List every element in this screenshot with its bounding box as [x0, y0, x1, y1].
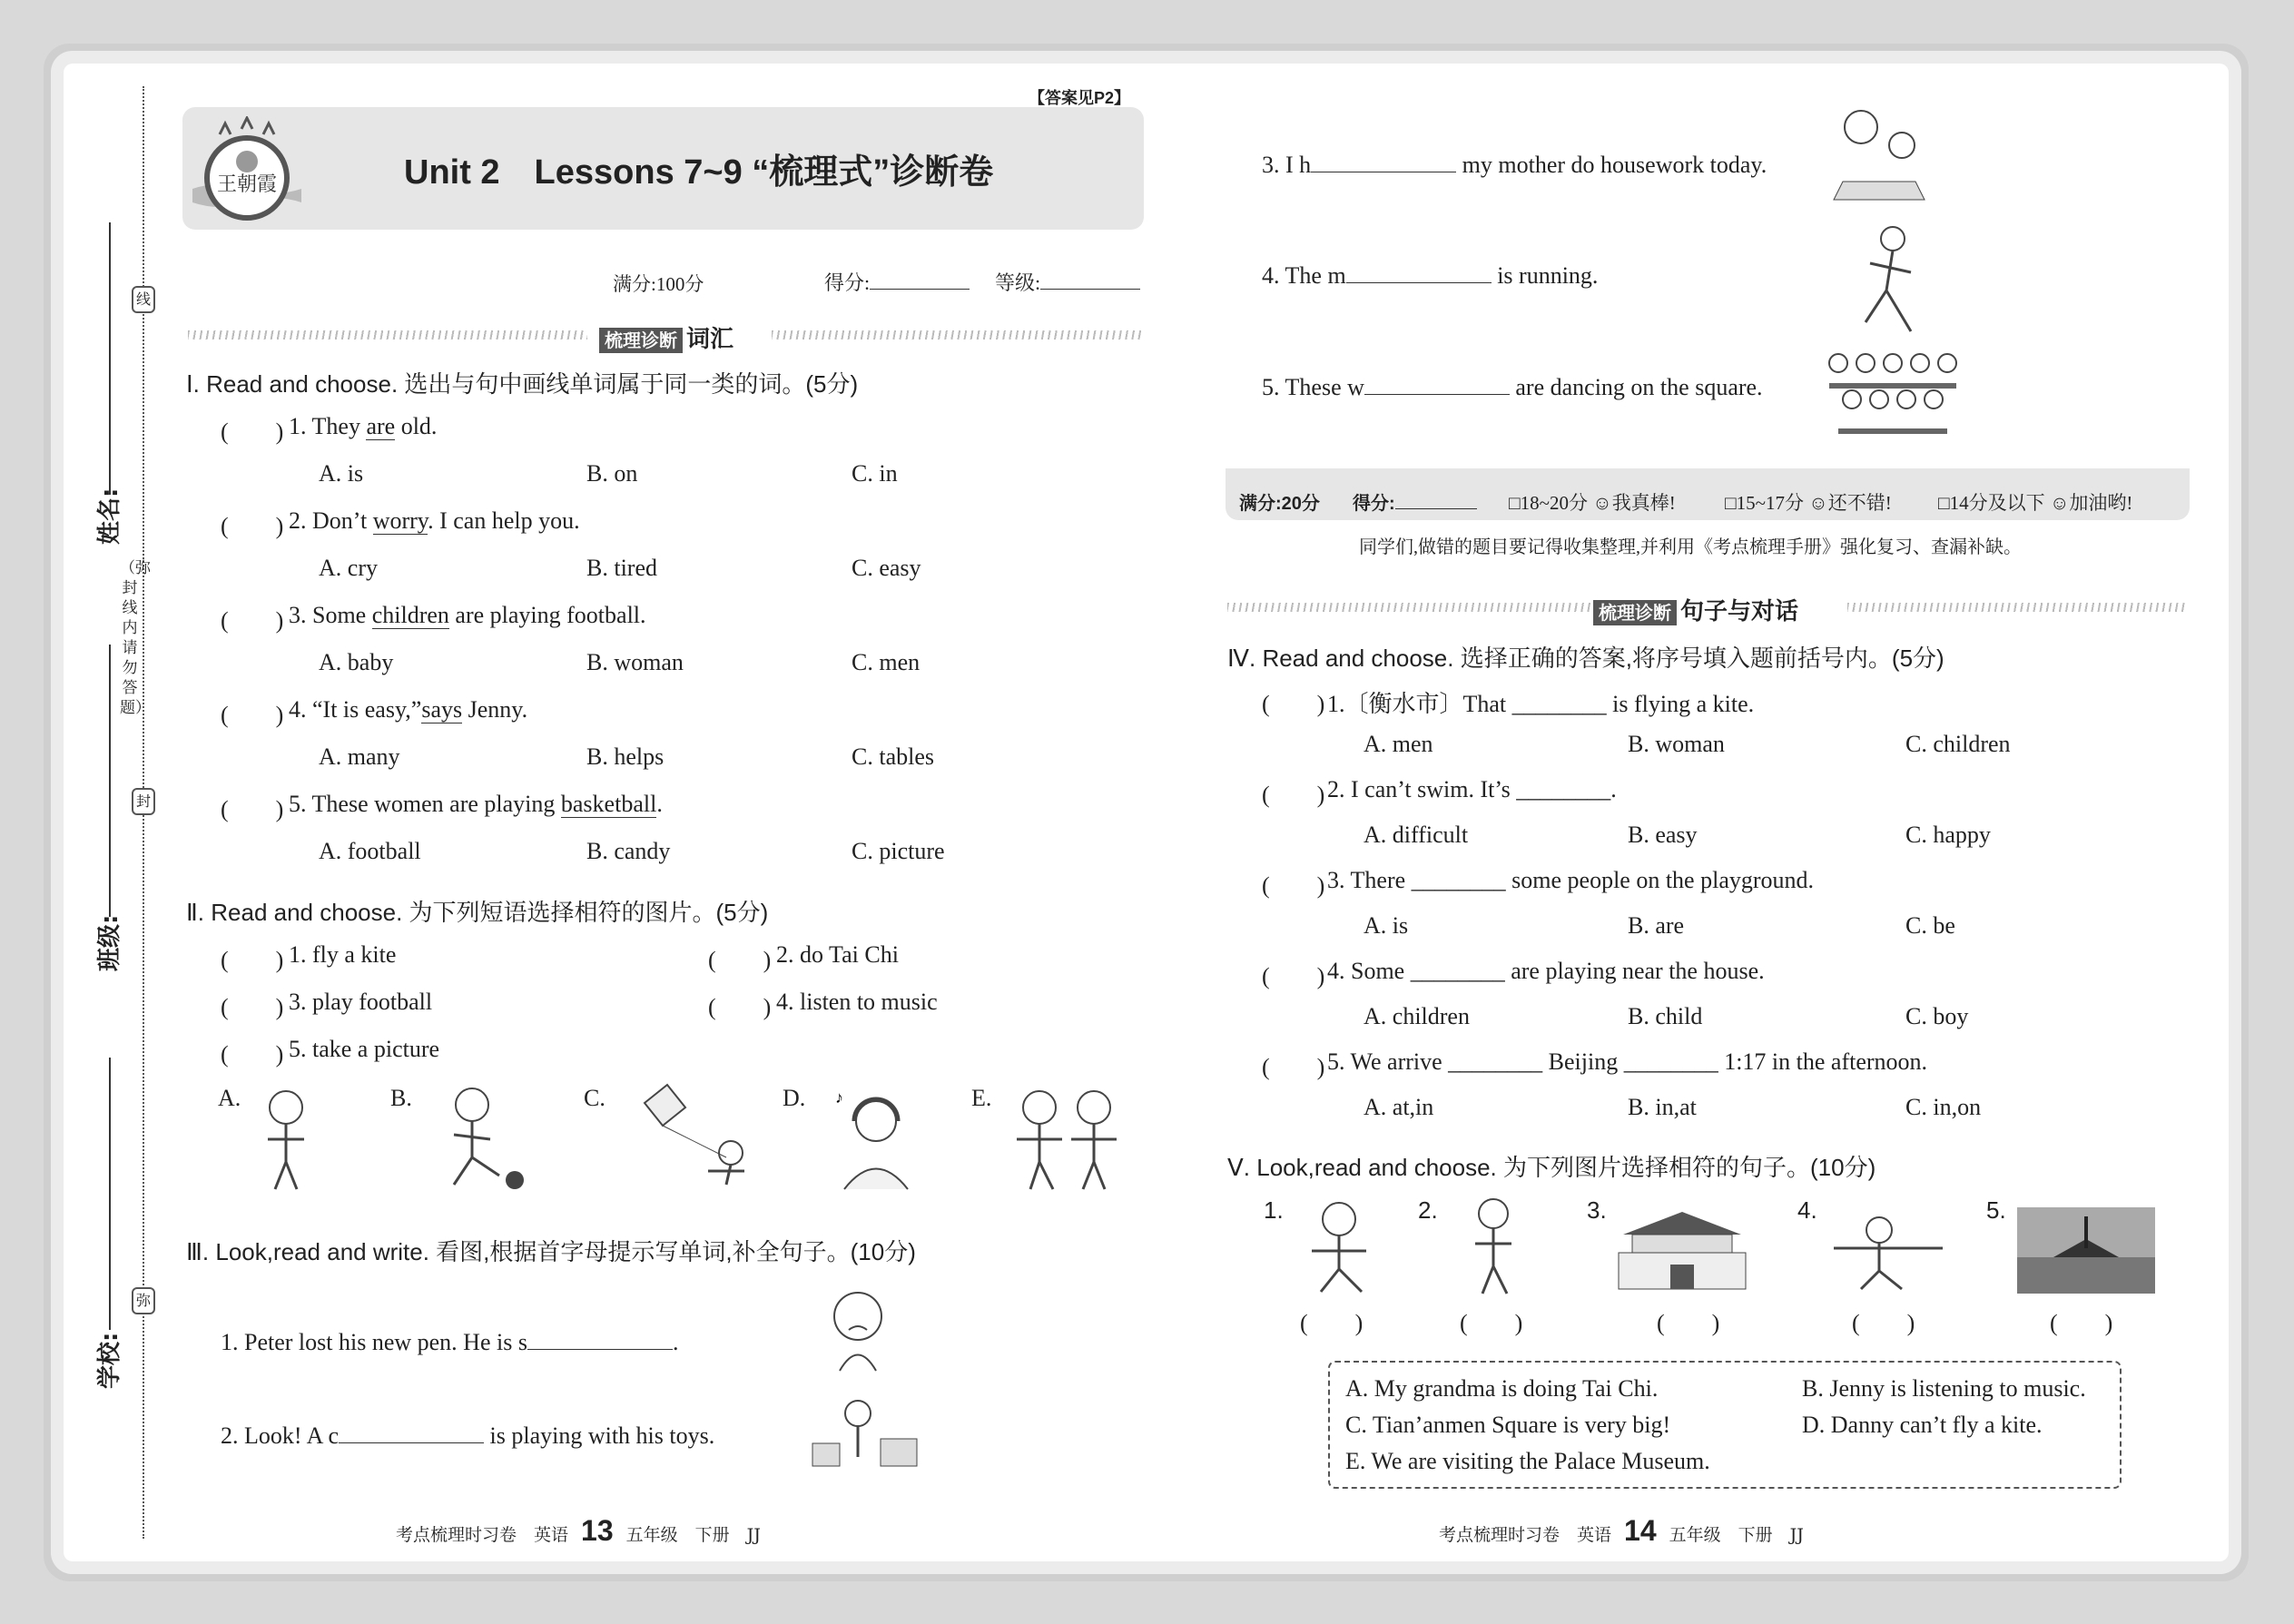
pic-label-d: D. [783, 1085, 806, 1111]
q1-item-5: 5. These women are playing basketball. [289, 791, 663, 817]
running-man-illustration [1852, 222, 1925, 345]
q2-heading: Ⅱ. Read and choose. 为下列短语选择相符的图片。(5分) [186, 899, 769, 926]
divider [772, 330, 1144, 340]
girl-music-illustration [1457, 1194, 1530, 1298]
seal-mark-xian: 线 [132, 286, 155, 313]
dancing-women-illustration [1820, 345, 1965, 445]
rating-option-3[interactable]: □14分及以下 ☺加油哟! [1938, 492, 2133, 514]
option-b: B. woman [586, 649, 684, 675]
q3-heading: Ⅲ. Look,read and write. 看图,根据首字母提示写单词,补全句子。(10分) [186, 1238, 916, 1265]
publisher-logo [192, 116, 301, 223]
section-title: 句子与对话 [1680, 597, 1799, 625]
name-label: 姓名: [96, 487, 123, 545]
section-tag: 梳理诊断 [599, 328, 683, 353]
q2-item-5: 5. take a picture [289, 1036, 440, 1062]
class-field-line[interactable] [109, 645, 111, 917]
option-a: A. is [1364, 912, 1409, 939]
name-field-line[interactable] [109, 222, 111, 495]
option-c: C. in [852, 460, 898, 487]
q4-item-1: 1.〔衡水市〕That ________ is flying a kite. [1327, 691, 1755, 717]
divider [188, 330, 587, 340]
answer-paren[interactable]: ( ) [708, 994, 772, 1020]
answer-paren[interactable]: ( ) [221, 513, 284, 539]
pic-number-4: 4. [1797, 1196, 1817, 1224]
score-label: 得分: [824, 271, 871, 294]
full-score-20: 满分:20分 [1239, 494, 1320, 514]
section-tag: 梳理诊断 [1593, 600, 1677, 625]
pic-number-3: 3. [1587, 1196, 1607, 1224]
pic-number-5: 5. [1986, 1196, 2006, 1224]
answer-paren[interactable]: ( ) [2050, 1310, 2113, 1336]
option-sentence-a: A. My grandma is doing Tai Chi. [1345, 1375, 1659, 1402]
answer-paren[interactable]: ( ) [1262, 1054, 1325, 1080]
answer-paren[interactable]: ( ) [221, 607, 284, 634]
answer-paren[interactable]: ( ) [1460, 1310, 1523, 1336]
option-b: B. in,at [1628, 1094, 1697, 1120]
page-number: 14 [1624, 1514, 1657, 1547]
seal-mark-feng: 封 [132, 788, 155, 815]
palace-museum-illustration [1614, 1203, 1750, 1294]
option-c: C. boy [1905, 1003, 1969, 1029]
housework-illustration [1829, 104, 1929, 204]
q4-item-4: 4. Some ________ are playing near the house. [1327, 958, 1765, 984]
q3-item-1: 1. Peter lost his new pen. He is s . [221, 1329, 679, 1355]
answer-blank[interactable] [339, 1423, 484, 1443]
answer-blank[interactable] [1311, 153, 1456, 172]
answer-paren[interactable]: ( ) [1262, 963, 1325, 989]
rating-option-2[interactable]: □15~17分 ☺还不错! [1725, 492, 1892, 514]
option-b: B. tired [586, 555, 657, 581]
answer-reference: 【答案见P2】 [1029, 89, 1131, 107]
divider [1227, 603, 1590, 612]
section-header-vocab [599, 320, 733, 354]
q2-item-1: 1. fly a kite [289, 941, 397, 968]
option-a: A. is [319, 460, 364, 487]
boy-football-illustration [431, 1085, 531, 1194]
option-c: C. in,on [1905, 1094, 1982, 1120]
answer-paren[interactable]: ( ) [1852, 1310, 1915, 1336]
q1-item-1: 1. They are old. [289, 413, 438, 439]
option-c: C. be [1905, 912, 1955, 939]
option-a: A. difficult [1364, 822, 1469, 848]
option-b: B. child [1628, 1003, 1703, 1029]
q1-heading: Ⅰ. Read and choose. 选出与句中画线单词属于同一类的词。(5分) [186, 370, 859, 398]
section-score-field[interactable]: 得分: [1353, 488, 1477, 515]
answer-blank[interactable] [527, 1330, 673, 1350]
seal-mark-mi: 弥 [132, 1287, 155, 1314]
option-a: A. football [319, 838, 421, 864]
q4-item-3: 3. There ________ some people on the playground. [1327, 867, 1815, 893]
school-label: 学校: [96, 1332, 123, 1389]
option-a: A. baby [319, 649, 394, 675]
q3-item-5: 5. These w are dancing on the square. [1262, 374, 1763, 400]
option-sentence-c: C. Tian’anmen Square is very big! [1345, 1412, 1671, 1438]
no-answer-note: （弥封线内请勿答题） [120, 559, 151, 716]
pic-label-e: E. [971, 1085, 992, 1111]
section-title: 词汇 [686, 325, 734, 352]
q2-item-2: 2. do Tai Chi [776, 941, 899, 968]
answer-paren[interactable]: ( ) [221, 947, 284, 973]
page-number: 13 [581, 1514, 614, 1547]
option-c: C. children [1905, 731, 2011, 757]
boy-kite-fail-illustration [1294, 1196, 1384, 1296]
option-c: C. men [852, 649, 921, 675]
answer-paren[interactable]: ( ) [221, 796, 284, 822]
q1-item-4: 4. “It is easy,”says Jenny. [289, 696, 528, 723]
option-b: B. candy [586, 838, 671, 864]
answer-paren[interactable]: ( ) [1657, 1310, 1720, 1336]
option-a: A. men [1364, 731, 1433, 757]
answer-paren[interactable]: ( ) [708, 947, 772, 973]
grade-field[interactable] [995, 268, 1140, 296]
pic-label-b: B. [390, 1085, 412, 1111]
answer-paren[interactable]: ( ) [221, 994, 284, 1020]
school-field-line[interactable] [109, 1058, 111, 1330]
q2-item-3: 3. play football [289, 989, 433, 1015]
svg-text:♪: ♪ [835, 1088, 843, 1107]
section-header-sentences [1593, 593, 1798, 626]
divider [1847, 603, 2188, 612]
q4-item-5: 5. We arrive ________ Beijing ________ 1:17 in the afternoon. [1327, 1048, 1928, 1075]
q3-item-4: 4. The m is running. [1262, 262, 1599, 289]
q5-heading: Ⅴ. Look,read and choose. 为下列图片选择相符的句子。(10分) [1227, 1154, 1876, 1181]
q4-heading: Ⅳ. Read and choose. 选择正确的答案,将序号填入题前括号内。(5分) [1227, 645, 1944, 672]
q2-item-4: 4. listen to music [776, 989, 938, 1015]
tiananmen-square-photo [2017, 1207, 2155, 1294]
option-b: B. on [586, 460, 638, 487]
girl-music-illustration [831, 1085, 921, 1194]
girl-photo-illustration [250, 1085, 322, 1194]
q3-item-2: 2. Look! A c is playing with his toys. [221, 1422, 715, 1449]
pic-number-2: 2. [1418, 1196, 1438, 1224]
pic-number-1: 1. [1264, 1196, 1284, 1224]
footer-left: 考点梳理时习卷 英语 13 五年级 下册 JJ [396, 1514, 761, 1547]
answer-blank[interactable] [1364, 375, 1510, 395]
page-title: Unit 2 Lessons 7~9 “梳理式”诊断卷 [404, 153, 994, 192]
answer-paren[interactable]: ( ) [1262, 691, 1325, 717]
option-c: C. happy [1905, 822, 1991, 848]
option-a: A. at,in [1364, 1094, 1434, 1120]
option-b: B. easy [1628, 822, 1698, 848]
q1-item-2: 2. Don’t worry. I can help you. [289, 507, 580, 534]
option-c: C. tables [852, 743, 934, 770]
option-c: C. easy [852, 555, 921, 581]
q1-item-3: 3. Some children are playing football. [289, 602, 646, 628]
option-c: C. picture [852, 838, 945, 864]
child-toys-illustration [803, 1393, 930, 1480]
option-sentence-d: D. Danny can’t fly a kite. [1802, 1412, 2043, 1438]
score-field[interactable] [824, 268, 970, 296]
answer-paren[interactable]: ( ) [221, 702, 284, 728]
answer-paren[interactable]: ( ) [221, 1041, 284, 1068]
full-score: 满分:100分 [613, 273, 704, 295]
option-sentence-b: B. Jenny is listening to music. [1802, 1375, 2086, 1402]
answer-paren[interactable]: ( ) [221, 418, 284, 445]
option-a: A. many [319, 743, 400, 770]
footer-right: 考点梳理时习卷 英语 14 五年级 下册 JJ [1439, 1514, 1804, 1547]
q4-item-2: 2. I can’t swim. It’s ________. [1327, 776, 1617, 802]
two-boys-taichi-illustration [1003, 1085, 1130, 1198]
svg-text:王朝霞: 王朝霞 [216, 173, 278, 196]
option-b: B. helps [586, 743, 665, 770]
grade-label: 等级: [995, 271, 1041, 294]
answer-paren[interactable]: ( ) [1262, 782, 1325, 808]
class-label: 班级: [96, 914, 123, 971]
q3-item-3: 3. I h my mother do housework today. [1262, 152, 1767, 178]
option-b: B. woman [1628, 731, 1725, 757]
option-a: A. children [1364, 1003, 1470, 1029]
option-b: B. are [1628, 912, 1685, 939]
pic-label-c: C. [584, 1085, 605, 1111]
answer-paren[interactable]: ( ) [1262, 872, 1325, 899]
rating-option-1[interactable]: □18~20分 ☺我真棒! [1509, 492, 1676, 514]
sad-boy-illustration [822, 1284, 894, 1375]
option-sentence-e: E. We are visiting the Palace Museum. [1345, 1448, 1710, 1474]
review-tip: 同学们,做错的题目要记得收集整理,并利用《考点梳理手册》强化复习、查漏补缺。 [1359, 537, 2022, 557]
boy-kite-illustration [617, 1080, 763, 1194]
answer-paren[interactable]: ( ) [1300, 1310, 1364, 1336]
option-a: A. cry [319, 555, 378, 581]
answer-blank[interactable] [1346, 263, 1492, 283]
pic-label-a: A. [218, 1085, 241, 1111]
grandma-taichi-illustration [1816, 1203, 1961, 1294]
